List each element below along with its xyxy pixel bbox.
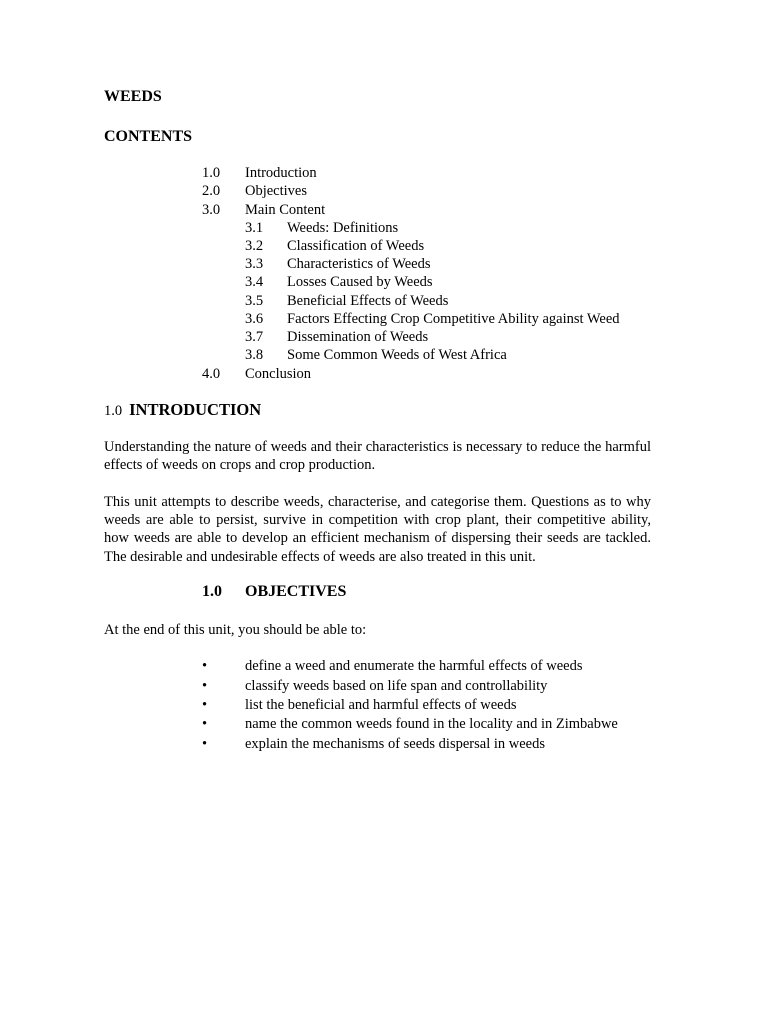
list-item: classify weeds based on life span and controllability [245,678,548,694]
bullet-icon: • [202,736,208,752]
introduction-heading: INTRODUCTION [129,400,262,419]
introduction-paragraph-2: This unit attempts to describe weeds, characterise, and categorise them. Questions as to why weeds are able to persist, survive in competition with crop plant, their competitive ability, how weeds are able to develop an efficient mechanism of dispersing their seeds are tackled. The desirable and undesirable effects of weeds are also treated in this unit. [104,494,651,565]
toc-item-characteristics: Characteristics of Weeds [287,256,431,272]
toc-number: 3.7 [245,329,264,345]
section-number: 1.0 [104,403,123,419]
toc-item-factors: Factors Effecting Crop Competitive Ability against Weed [287,311,620,327]
contents-heading: CONTENTS [104,128,193,145]
introduction-paragraph-1: Understanding the nature of weeds and their characteristics is necessary to reduce the harmful effects of weeds on crops and crop production. [104,439,651,474]
toc-item-conclusion: Conclusion [245,366,312,382]
toc-number: 3.2 [245,238,264,254]
toc-item-common-weeds: Some Common Weeds of West Africa [287,347,507,363]
toc-number: 3.8 [245,347,264,363]
toc-item-main-content: Main Content [245,202,326,218]
toc-number: 3.1 [245,220,264,236]
toc-item-objectives: Objectives [245,183,308,199]
bullet-icon: • [202,697,208,713]
toc-number: 3.4 [245,274,264,290]
toc-number: 3.3 [245,256,264,272]
toc-item-beneficial-effects: Beneficial Effects of Weeds [287,293,449,309]
toc-item-definitions: Weeds: Definitions [287,220,399,236]
introduction-heading-row [104,400,261,420]
toc-number: 3.6 [245,311,264,327]
toc-item-dissemination: Dissemination of Weeds [287,329,429,345]
bullet-icon: • [202,678,208,694]
toc-number: 3.5 [245,293,264,309]
list-item: list the beneficial and harmful effects of weeds [245,697,517,713]
toc-number: 1.0 [202,165,221,181]
toc-item-losses: Losses Caused by Weeds [287,274,433,290]
list-item: explain the mechanisms of seeds dispersal in weeds [245,736,545,752]
document-title: WEEDS [104,88,162,105]
objectives-intro: At the end of this unit, you should be able to: [104,622,367,638]
toc-number: 3.0 [202,202,221,218]
section-number: 1.0 [202,583,222,600]
toc-item-introduction: Introduction [245,165,317,181]
list-item: define a weed and enumerate the harmful effects of weeds [245,658,583,674]
toc-item-classification: Classification of Weeds [287,238,425,254]
toc-number: 2.0 [202,183,221,199]
bullet-icon: • [202,658,208,674]
objectives-heading: OBJECTIVES [245,583,347,600]
list-item: name the common weeds found in the locality and in Zimbabwe [245,716,618,732]
toc-number: 4.0 [202,366,221,382]
bullet-icon: • [202,716,208,732]
